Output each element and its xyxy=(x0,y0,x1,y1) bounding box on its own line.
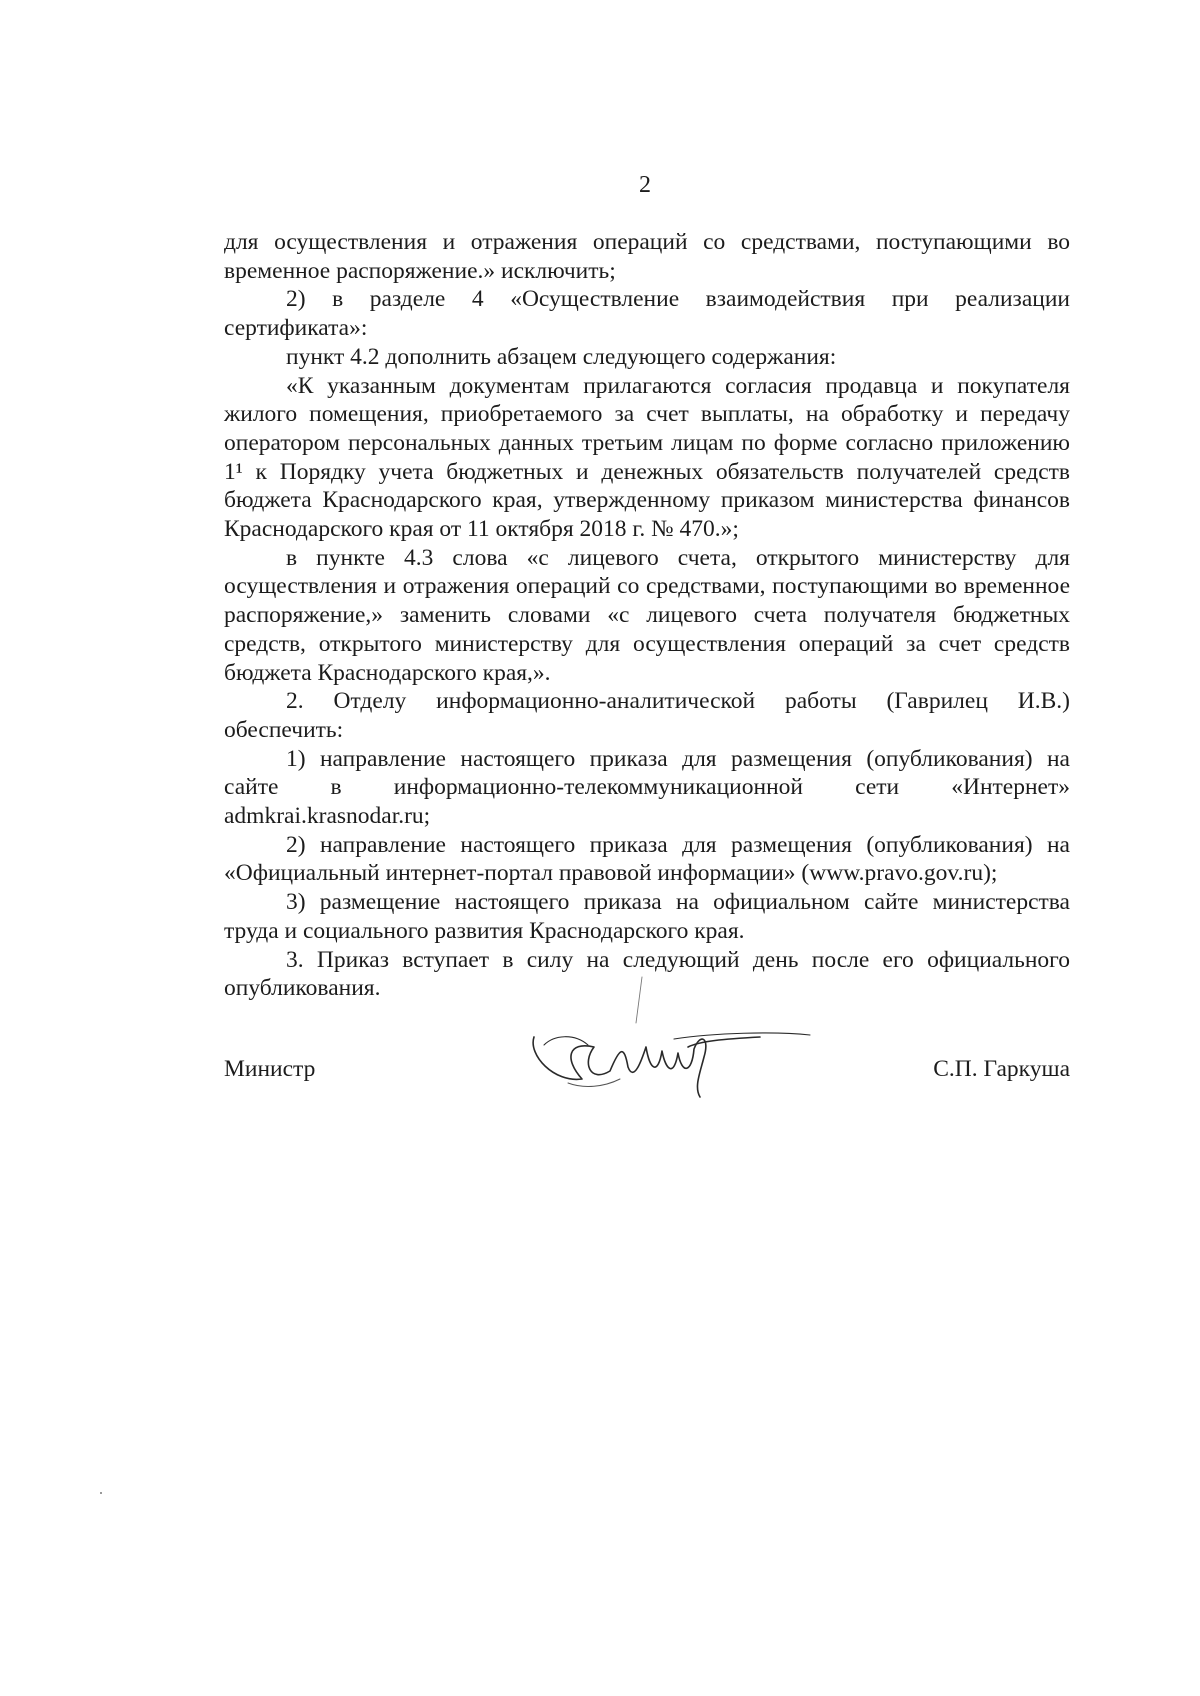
paragraph: 2) в разделе 4 «Осуществление взаимодействия при реализации сертификата»: xyxy=(224,286,1070,342)
page-number: 2 xyxy=(639,172,651,198)
paragraph: в пункте 4.3 слова «с лицевого счета, открытого министерству для осуществления и отражения операций со средствами, поступающими во временное распоряжение,» заменить словами «с лицевого счета получателя бюджетных средств, открытого министерству для осуществления операций за счет средств бюджета Краснодарского края,». xyxy=(224,544,1070,686)
paragraph: для осуществления и отражения операций со средствами, поступающими во временное распоряжение.» исключить; xyxy=(224,229,1070,284)
signatory-name: С.П. Гаркуша xyxy=(933,1056,1070,1082)
paragraph: 2. Отделу информационно-аналитической работы (Гаврилец И.В.) обеспечить: xyxy=(224,688,1070,743)
document-body xyxy=(224,228,1070,1003)
paragraph: 2) направление настоящего приказа для размещения (опубликования) на «Официальный интернет-портал правовой информации» (www.pravo.gov.ru); xyxy=(224,831,1070,887)
signatory-title: Министр xyxy=(224,1056,316,1082)
signature-block xyxy=(224,1035,1070,1115)
paragraph: 3) размещение настоящего приказа на официальном сайте министерства труда и социального развития Краснодарского края. xyxy=(224,889,1070,944)
paragraph: «К указанным документам прилагаются согласия продавца и покупателя жилого помещения, приобретаемого за счет выплаты, на обработку и передачу оператором персональных данных третьим лицам по форме согласно приложению 1¹ к Порядку учета бюджетных и денежных обязательств получателей средств бюджета Краснодарского края, утвержденному приказом министерства финансов Краснодарского края от 11 октября 2018 г. № 470.»; xyxy=(224,372,1070,543)
paragraph: 3. Приказ вступает в силу на следующий день после его официального опубликования. xyxy=(224,946,1070,1002)
handwritten-signature xyxy=(524,975,814,1115)
paragraph: пункт 4.2 дополнить абзацем следующего содержания: xyxy=(286,343,837,370)
scan-artifact xyxy=(100,1492,102,1494)
paragraph: 1) направление настоящего приказа для размещения (опубликования) на сайте в информационно-телекоммуникационной сети «Интернет» admkrai.krasnodar.ru; xyxy=(224,745,1070,830)
